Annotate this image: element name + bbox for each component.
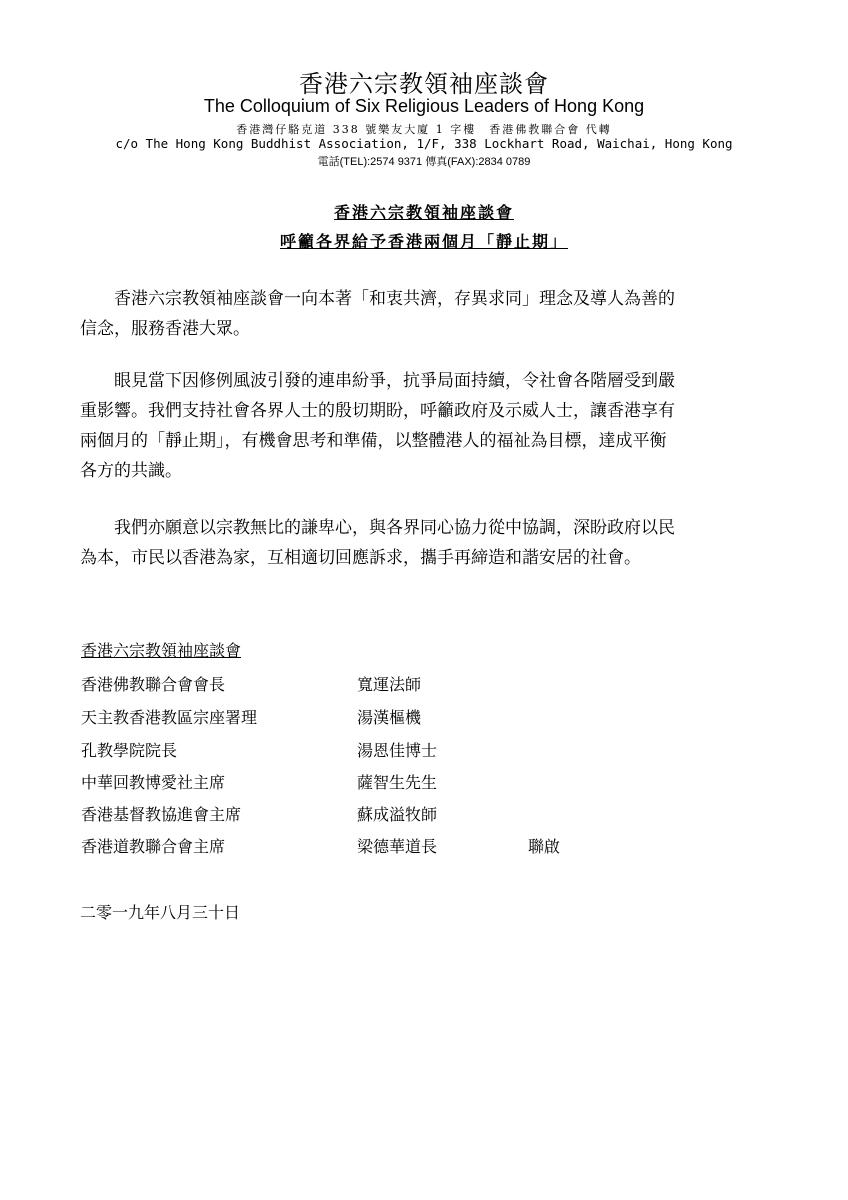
signatory-name: 寬運法師	[357, 675, 422, 694]
signatory-row	[81, 672, 781, 694]
paragraph-line: 為本，市民以香港為家，互相適切回應訴求，攜手再締造和諧安居的社會。	[80, 548, 641, 568]
signatory-role: 中華回教博愛社主席	[81, 773, 226, 792]
address-english: c/o The Hong Kong Buddhist Association, 1/F, 338 Lockhart Road, Waichai, Hong Kong	[115, 136, 733, 151]
paragraph-line: 重影響。我們支持社會各界人士的殷切期盼，呼籲政府及示威人士，讓香港享有	[80, 401, 675, 421]
signatory-name: 梁德華道長	[357, 837, 438, 856]
paragraph-line: 信念，服務香港大眾。	[80, 319, 250, 339]
document-date: 二零一九年八月三十日	[80, 903, 241, 922]
signatory-row	[81, 834, 781, 856]
address-chinese: 香港灣仔駱克道 338 號樂友大廈 1 字樓 香港佛教聯合會 代轉	[236, 123, 612, 136]
paragraph-line: 眼見當下因修例風波引發的連串紛爭，抗爭局面持續，令社會各階層受到嚴	[80, 371, 675, 391]
signatory-role: 孔教學院院長	[81, 741, 178, 760]
contact-line: 電話(TEL):2574 9371 傳真(FAX):2834 0789	[317, 156, 531, 168]
signatories-heading: 香港六宗教領袖座談會	[81, 641, 242, 660]
signatory-row	[81, 705, 781, 727]
org-name-english: The Colloquium of Six Religious Leaders of Hong Kong	[203, 96, 645, 116]
signatory-name: 湯恩佳博士	[357, 741, 438, 760]
paragraph-line: 香港六宗教領袖座談會一向本著「和衷共濟，存異求同」理念及導人為善的	[80, 289, 675, 309]
paragraph-line: 兩個月的「靜止期」，有機會思考和準備，以整體港人的福祉為目標，達成平衡	[80, 431, 667, 451]
signatory-row	[81, 802, 781, 824]
paragraph-line: 我們亦願意以宗教無比的謙卑心，與各界同心協力從中協調，深盼政府以民	[80, 518, 675, 538]
paragraph-mission	[80, 284, 770, 344]
signatory-role: 天主教香港教區宗座署理	[81, 708, 258, 727]
signatory-row	[81, 738, 781, 760]
org-name-chinese: 香港六宗教領袖座談會	[299, 70, 549, 98]
closing-note: 聯啟	[528, 837, 561, 856]
paragraph-commitment	[80, 513, 770, 573]
paragraph-appeal	[80, 366, 770, 486]
signatory-row	[81, 770, 781, 792]
statement-title-appeal: 呼籲各界給予香港兩個月「靜止期」	[279, 232, 568, 251]
statement-title-org: 香港六宗教領袖座談會	[333, 203, 514, 222]
signatory-name: 蘇成溢牧師	[357, 805, 438, 824]
paragraph-line: 各方的共識。	[80, 461, 182, 481]
signatory-role: 香港道教聯合會主席	[81, 837, 226, 856]
signatory-name: 薩智生先生	[357, 773, 438, 792]
signatory-role: 香港佛教聯合會會長	[81, 675, 226, 694]
signatory-name: 湯漢樞機	[357, 708, 422, 727]
signatory-role: 香港基督教協進會主席	[81, 805, 242, 824]
